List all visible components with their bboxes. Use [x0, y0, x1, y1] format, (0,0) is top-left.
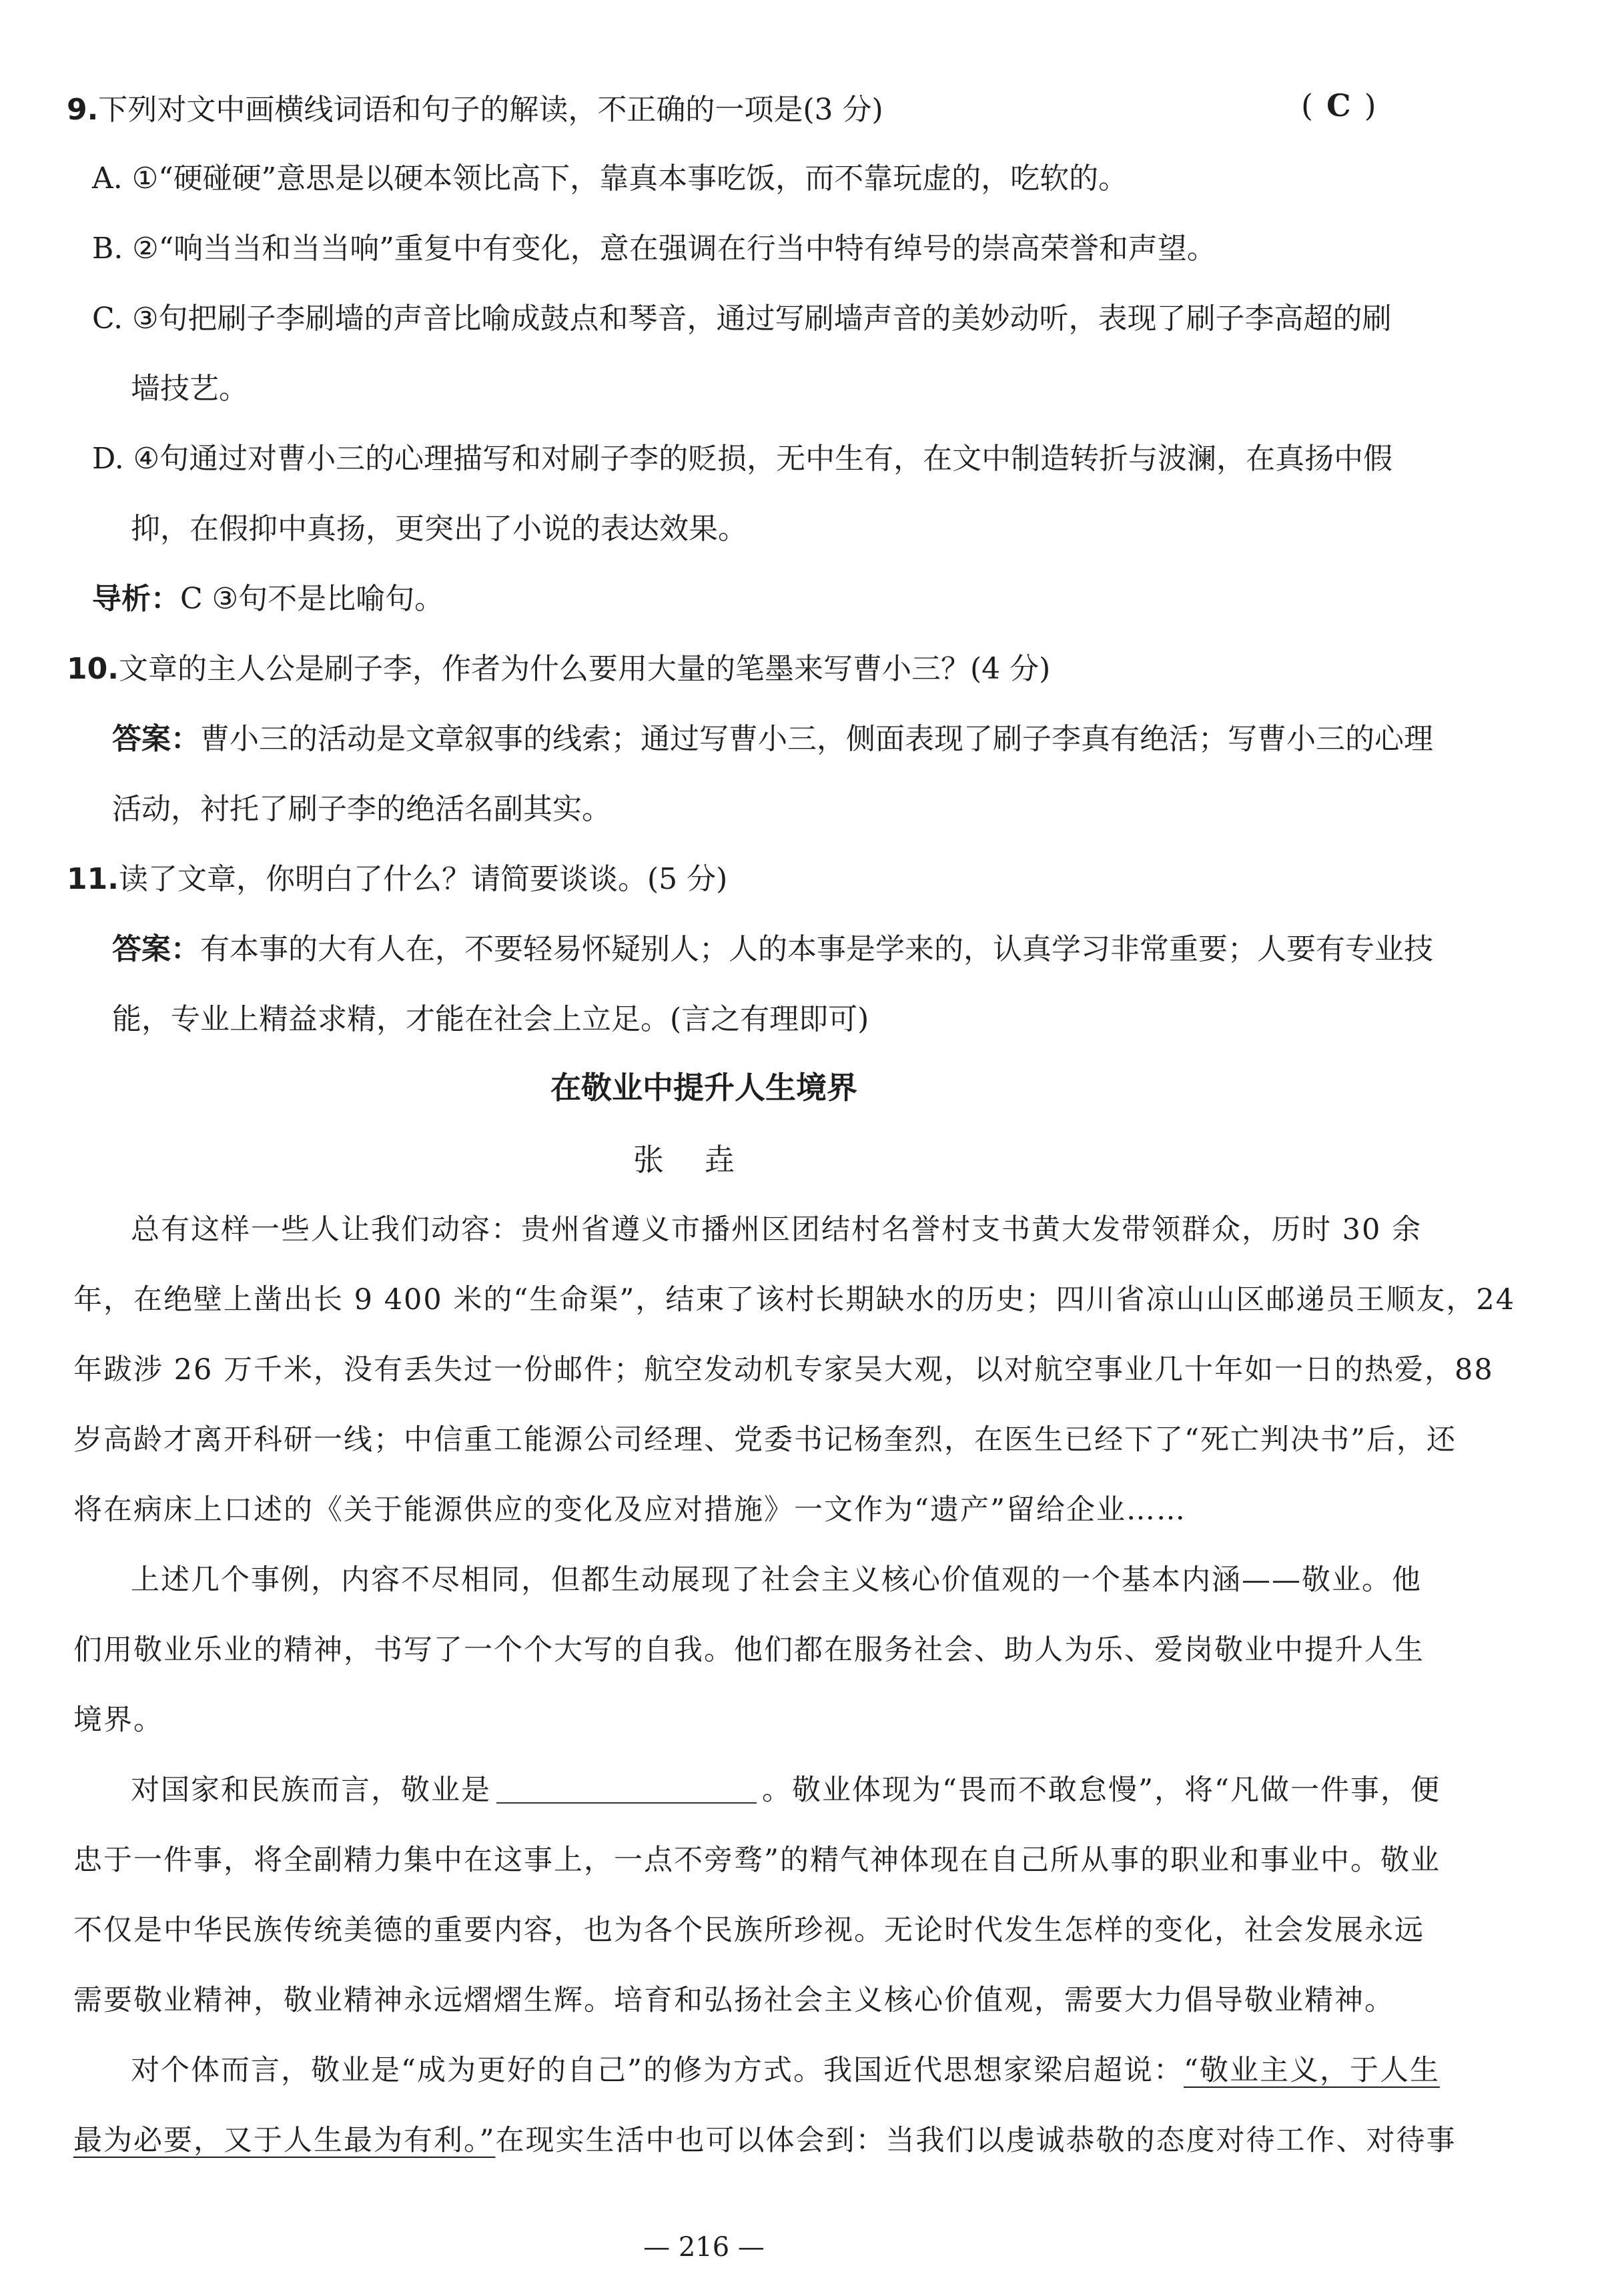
- essay-title: 在敬业中提升人生境界: [550, 1070, 857, 1106]
- option-c-line-1: C. ③句把刷子李刷墙的声音比喻成鼓点和琴音，通过写刷墙声音的美妙动听，表现了刷子李高超的刷: [92, 302, 1392, 336]
- analysis-text: C ③句不是比喻句。: [180, 582, 444, 616]
- essay-p1-line-4: 岁高龄才离开科研一线；中信重工能源公司经理、党委书记杨奎烈，在医生已经下了“死亡判决书”后，还: [73, 1423, 1457, 1457]
- essay-p3-text-b: 。敬业体现为“畏而不敢怠慢”，将“凡做一件事，便: [762, 1774, 1441, 1807]
- question-text: 读了文章，你明白了什么？请简要谈谈。(5 分): [118, 862, 728, 896]
- question-11-stem: [67, 859, 727, 899]
- essay-p2-line-2: 们用敬业乐业的精神，书写了一个个大写的自我。他们都在服务社会、助人为乐、爱岗敬业中提升人生: [73, 1633, 1425, 1667]
- essay-p3-line-4: 需要敬业精神，敬业精神永远熠熠生辉。培育和弘扬社会主义核心价值观，需要大力倡导敬业精神。: [73, 1984, 1394, 2017]
- essay-p2-line-3: 境界。: [73, 1703, 163, 1737]
- answer-bracket-close: ): [1364, 87, 1376, 123]
- question-10-answer-line-1: [112, 719, 1433, 759]
- essay-p1-line-2: 年，在绝壁上凿出长 9 400 米的“生命渠”，结束了该村长期缺水的历史；四川省凉山山区邮递员王顺友，24: [73, 1283, 1516, 1316]
- underlined-quote: “敬业主义，于人生: [1183, 2054, 1440, 2087]
- essay-p4-line-2: [73, 2121, 1456, 2161]
- essay-p1-line-3: 年跋涉 26 万千米，没有丢失过一份邮件；航空发动机专家吴大观，以对航空事业几十年如一日的热爱，88: [73, 1353, 1494, 1387]
- question-number: 9.: [67, 93, 99, 127]
- question-10-answer-line-2: 活动，衬托了刷子李的绝活名副其实。: [112, 792, 611, 826]
- answer-label: 答案：: [112, 722, 200, 756]
- option-d-line-2: 抑，在假抑中真扬，更突出了小说的表达效果。: [131, 512, 747, 546]
- option-c-line-2: 墙技艺。: [131, 372, 248, 406]
- question-text: 下列对文中画横线词语和句子的解读，不正确的一项是(3 分): [98, 93, 883, 127]
- option-a: A. ①“硬碰硬”意思是以硬本领比高下，靠真本事吃饭，而不靠玩虚的，吃软的。: [92, 161, 1128, 196]
- question-9-analysis: [92, 579, 444, 619]
- question-number: 10.: [67, 652, 119, 686]
- option-d-line-1: D. ④句通过对曹小三的心理描写和对刷子李的贬损，无中生有，在文中制造转折与波澜，在真扬中假: [92, 442, 1393, 476]
- question-9-answer: [1301, 85, 1376, 125]
- answer-text: 曹小三的活动是文章叙事的线索；通过写曹小三，侧面表现了刷子李真有绝活；写曹小三的心理: [200, 722, 1433, 756]
- essay-p3-line-1: [131, 1770, 1441, 1810]
- answer-letter: C: [1326, 87, 1351, 123]
- essay-p1-line-1: 总有这样一些人让我们动容：贵州省遵义市播州区团结村名誉村支书黄大发带领群众，历时 30 余: [131, 1213, 1423, 1246]
- essay-p4-text-a: 对个体而言，敬业是“成为更好的自己”的修为方式。我国近代思想家梁启超说：: [131, 2054, 1184, 2087]
- essay-p1-line-5: 将在病床上口述的《关于能源供应的变化及应对措施》一文作为“遗产”留给企业……: [73, 1493, 1186, 1527]
- analysis-label: 导析：: [92, 582, 180, 616]
- fill-in-blank[interactable]: [496, 1773, 757, 1804]
- option-b: B. ②“响当当和当当响”重复中有变化，意在强调在行当中特有绰号的崇高荣誉和声望。: [92, 232, 1216, 266]
- essay-p2-line-1: 上述几个事例，内容不尽相同，但都生动展现了社会主义核心价值观的一个基本内涵——敬业。他: [131, 1563, 1422, 1597]
- question-11-answer-line-1: [112, 929, 1433, 970]
- essay-p3-line-2: 忠于一件事，将全副精力集中在这事上，一点不旁骛”的精气神体现在自己所从事的职业和事业中。敬业: [73, 1844, 1441, 1877]
- underlined-quote: 最为必要，又于人生最为有利。”: [73, 2124, 496, 2157]
- question-number: 11.: [67, 862, 119, 896]
- question-9-stem: [67, 90, 883, 130]
- essay-p4-text-b: 在现实生活中也可以体会到：当我们以虔诚恭敬的态度对待工作、对待事: [495, 2124, 1457, 2157]
- question-10-stem: [67, 649, 1050, 689]
- answer-text: 有本事的大有人在，不要轻易怀疑别人；人的本事是学来的，认真学习非常重要；人要有专业技: [200, 932, 1433, 966]
- essay-p3-line-3: 不仅是中华民族传统美德的重要内容，也为各个民族所珍视。无论时代发生怎样的变化，社会发展永远: [73, 1914, 1425, 1947]
- answer-label: 答案：: [112, 932, 200, 966]
- page-number: — 216 —: [643, 2232, 765, 2263]
- question-11-answer-line-2: 能，专业上精益求精，才能在社会上立足。(言之有理即可): [112, 1002, 869, 1036]
- essay-p4-line-1: [131, 2050, 1440, 2090]
- answer-bracket-open: (: [1301, 87, 1313, 123]
- essay-author: 张垚: [633, 1142, 775, 1178]
- essay-p3-text-a: 对国家和民族而言，敬业是: [131, 1774, 491, 1807]
- question-text: 文章的主人公是刷子李，作者为什么要用大量的笔墨来写曹小三？(4 分): [118, 652, 1051, 686]
